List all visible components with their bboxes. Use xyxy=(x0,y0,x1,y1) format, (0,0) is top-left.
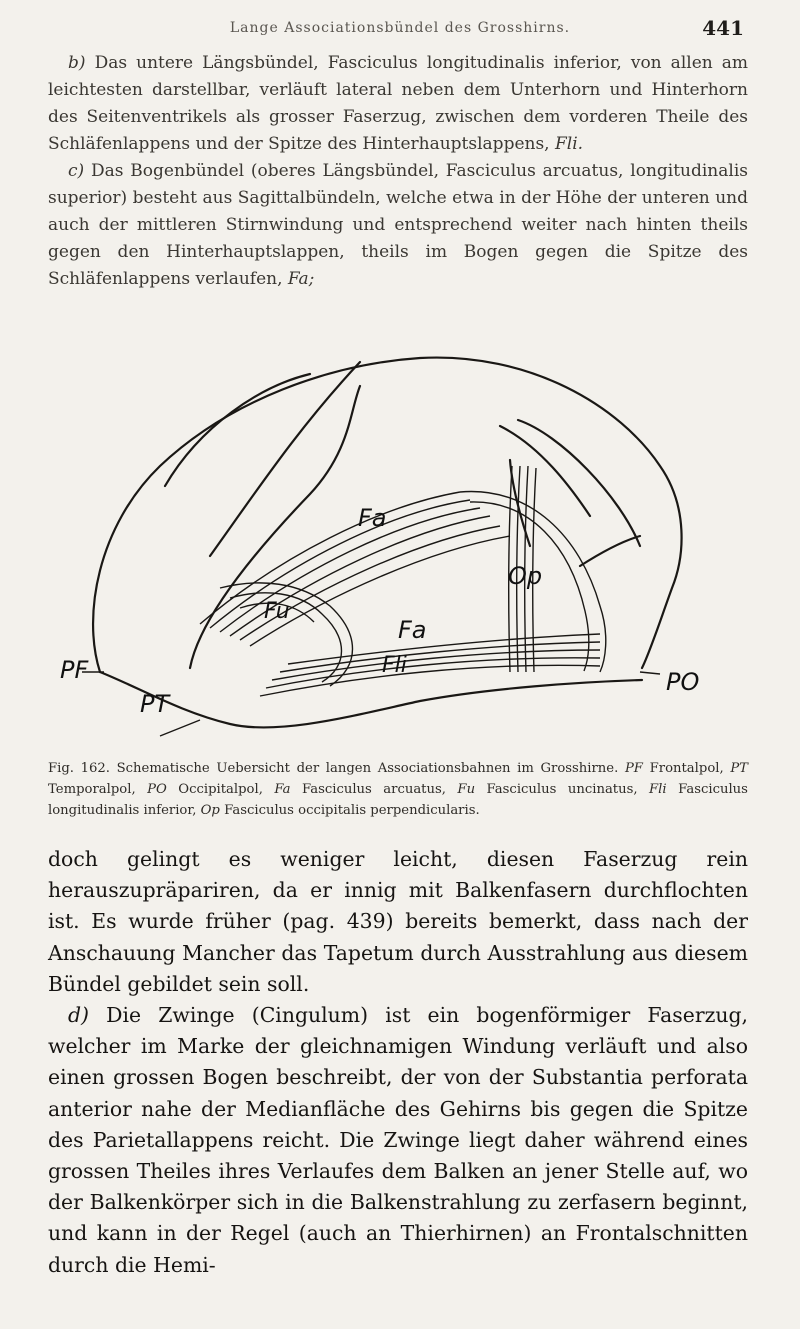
paragraph-b-abbr: Fli. xyxy=(555,134,584,154)
label-fli: Fli xyxy=(382,653,407,678)
sulcus-2 xyxy=(210,362,360,556)
sulcus-3 xyxy=(500,426,590,516)
caption-title: Schematische Uebersicht der langen Associationsbahnen im Grosshirne. xyxy=(116,761,619,776)
lower-text xyxy=(48,844,748,1281)
label-fa-mid: Fa xyxy=(398,616,427,644)
fasciculus-longitudinalis-inferior-fibers xyxy=(260,634,600,696)
caption-po-desc: Occipitalpol, xyxy=(178,782,263,797)
caption-fig-number: Fig. 162. xyxy=(48,761,110,776)
caption-pf-desc: Frontalpol, xyxy=(649,761,724,776)
paragraph-b-label: b) xyxy=(68,53,86,73)
paragraph-b xyxy=(48,50,748,158)
sulcus-4 xyxy=(518,420,640,546)
figure-caption xyxy=(48,758,748,821)
caption-fa: Fa xyxy=(274,782,291,797)
label-pf: PF xyxy=(60,656,89,684)
caption-fu-desc: Fasciculus uncinatus, xyxy=(486,782,638,797)
paragraph-c-text: Das Bogenbündel (oberes Längsbündel, Fasciculus arcuatus, longitudinalis superior) besteht aus Sagittalbündeln, welche etwa in der Höhe der unteren und auch der mittleren Stirnwindung und entsprechend weiter nach hinten theils gegen den Hinterhauptslappen, theils im Bogen gegen die Spitze des Schläfenlappens verlaufen, xyxy=(48,161,748,289)
caption-op: Op xyxy=(200,803,220,818)
brain-diagram xyxy=(60,316,740,738)
fasciculus-arcuatus-fibers xyxy=(200,492,510,646)
label-op: Op xyxy=(508,562,543,590)
sulcus-1 xyxy=(165,374,310,486)
lateral-fissure xyxy=(190,386,360,668)
pointer-line-po xyxy=(640,672,660,674)
paragraph-c xyxy=(48,158,748,293)
caption-pt-desc: Temporalpol, xyxy=(48,782,136,797)
caption-pt: PT xyxy=(730,761,748,776)
label-po: PO xyxy=(666,668,700,696)
paragraph-c-label: c) xyxy=(68,161,85,181)
paragraph-d-text: Die Zwinge (Cingulum) ist ein bogenförmiger Faserzug, welcher im Marke der gleichnamigen Windung verläuft und also einen grossen Bogen beschreibt, der von der Substantia perforata anterior nahe der Medianfläche des Gehirns bis gegen die Spitze des Parietallappens reicht. Die Zwinge liegt daher während eines grossen Theiles ihres Verlaufes dem Balken an jener Stelle auf, wo der Balkenkörper sich in die Balkenstrahlung zu zerfasern beginnt, und kann in der Regel (auch an Thierhirnen) an Frontalschnitten durch die Hemi- xyxy=(48,1003,749,1277)
sulcus-5 xyxy=(580,536,640,566)
temporal-lobe-outline xyxy=(100,672,642,727)
caption-fa-desc: Fasciculus arcuatus, xyxy=(301,782,446,797)
caption-fli-desc: Fasciculus longitudinalis inferior, xyxy=(48,782,748,818)
paragraph-c-abbr: Fa; xyxy=(287,269,315,289)
label-pt: PT xyxy=(140,690,170,718)
running-head xyxy=(0,16,800,44)
running-title: Lange Associationsbündel des Grosshirns. xyxy=(229,20,571,36)
brain-outline xyxy=(93,358,682,672)
upper-text xyxy=(48,50,748,293)
pointer-line-pt xyxy=(160,720,200,736)
page-number: 441 xyxy=(702,16,744,40)
label-fa-top: Fa xyxy=(358,504,387,532)
caption-op-desc: Fasciculus occipitalis perpendicularis. xyxy=(224,803,480,818)
paragraph-d xyxy=(48,1000,748,1281)
caption-fu: Fu xyxy=(457,782,476,797)
caption-po: PO xyxy=(147,782,167,797)
paragraph-continuation: doch gelingt es weniger leicht, diesen Faserzug rein herauszupräpariren, da er innig mit Balkenfasern durchflochten ist. Es wurde früher (pag. 439) bereits bemerkt, dass nach der Anschauung Mancher das Tapetum durch Ausstrahlung aus diesem Bündel gebildet sein soll. xyxy=(48,847,748,996)
caption-pf: PF xyxy=(624,761,643,776)
figure-162 xyxy=(60,316,740,738)
paragraph-b-text: Das untere Längsbündel, Fasciculus longitudinalis inferior, von allen am leichtesten darstellbar, verläuft lateral neben dem Unterhorn und Hinterhorn des Seitenventrikels als grosser Faserzug, zwischen dem vorderen Theile des Schläfenlappens und der Spitze des Hinterhauptslappens, xyxy=(48,53,749,154)
caption-fli: Fli xyxy=(649,782,667,797)
label-fu: Fu xyxy=(264,599,290,624)
paragraph-d-label: d) xyxy=(68,1003,90,1028)
